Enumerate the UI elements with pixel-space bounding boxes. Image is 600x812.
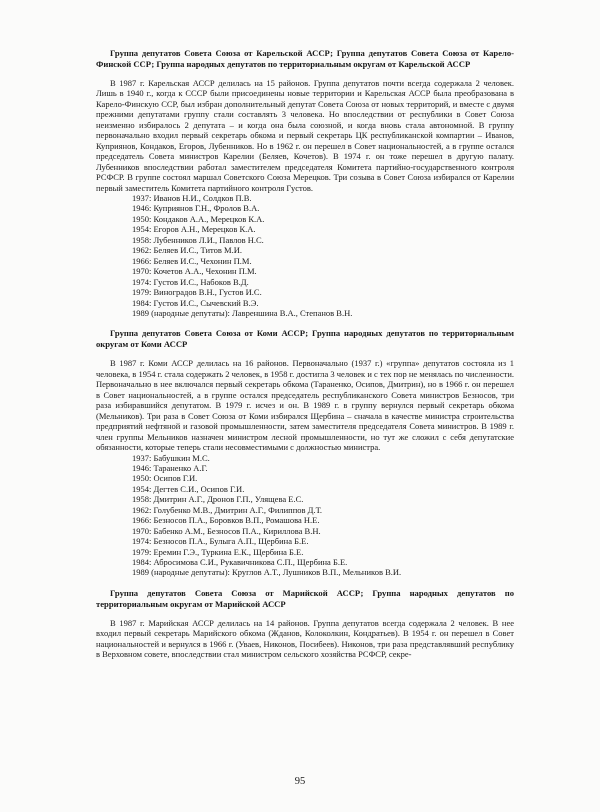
list-item: 1979: Виноградов В.Н., Густов И.С.: [132, 287, 262, 298]
section-komi: [96, 328, 514, 578]
section-mari: [96, 588, 514, 660]
list-item: 1954: Егоров А.Н., Мерецков К.А.: [132, 224, 256, 235]
list-item: 1989 (народные депутаты): Лавреншина В.А., Степанов В.Н.: [132, 307, 353, 318]
list-item: 1946: Куприянов Г.Н., Фролов В.А.: [132, 203, 260, 214]
list-item: 1984: Абросимова С.И., Рукавичникова С.П., Щербина Б.Е.: [132, 557, 348, 568]
section-title: Группа депутатов Совета Союза от Карельской АССР; Группа депутатов Совета Союза от Карело-Финской ССР; Группа народных депутатов по территориальным округам от Карельской АССР: [96, 48, 514, 69]
list-item: 1974: Безносов П.А., Булыга А.П., Щербина Б.Е.: [132, 536, 309, 547]
section-karelia: [96, 48, 514, 318]
page-number: 95: [294, 776, 306, 787]
deputy-list: [96, 193, 514, 318]
list-item: 1970: Кочетов А.А., Чехонин П.М.: [132, 266, 257, 277]
list-item: 1937: Иванов Н.И., Солдков П.В.: [132, 192, 252, 203]
list-item: 1962: Голубенко М.В., Дмитрин А.Г., Филиппов Д.Т.: [132, 504, 323, 515]
list-item: 1954: Дегтев С.И., Осипов Г.И.: [132, 483, 245, 494]
list-item: 1946: Тараненко А.Г.: [132, 462, 208, 473]
page-content: [96, 48, 514, 670]
list-item: 1966: Безносов П.А., Боровков В.П., Ромашова Н.Е.: [132, 515, 320, 526]
list-item: 1958: Лубенников Л.И., Павлов Н.С.: [132, 234, 264, 245]
list-item: 1989 (народные депутаты): Круглов А.Т., Лушников В.П., Мельников В.И.: [132, 567, 402, 578]
section-title: Группа депутатов Совета Союза от Марийской АССР; Группа народных депутатов по территориальным округам от Марийской АССР: [96, 587, 514, 609]
list-item: 1970: Бабенко А.М., Безносов П.А., Кириллова В.Н.: [132, 525, 321, 536]
list-item: 1979: Еремин Г.Э., Туркина Е.К., Щербина Б.Е.: [132, 546, 304, 557]
section-title: Группа депутатов Совета Союза от Коми АССР; Группа народных депутатов по территориальным округам от Коми АССР: [96, 328, 514, 350]
list-item: 1950: Осипов Г.И.: [132, 473, 198, 484]
section-paragraph: В 1987 г. Марийская АССР делилась на 14 районов. Группа депутатов всегда содержала 2 человек. В нее входил первый секретарь Марийского обкома (Жданов, Колоколкин, Кондратьев). В 1954 г. он перешел в Совет национальностей и вернулся в 1966 г. (Уваев, Никонов, Посибеев). Никонов, три раза представлявший республику в Верховном совете, впоследствии стал министром сельского хозяйства РСФСР, секре-: [96, 617, 514, 660]
list-item: 1937: Бабушкин М.С.: [132, 452, 210, 463]
list-item: 1950: Кондаков А.А., Мерецков К.А.: [132, 213, 265, 224]
section-paragraph: В 1987 г. Коми АССР делилась на 16 районов. Первоначально (1937 г.) «группа» депутатов состояла из 1 человека, в 1954 г. стала содержать 2 человек, в 1958 г. достигла 3 человек и с тех пор не менялась по численности. Первоначально в нее включался первый секретарь обкома (Тараненко, Осипов, Дмитрин), но в 1966 г. он перешел в Совет национальностей, а в группе остался председатель республиканского Совета министров Безносов, три раза избиравшийся депутатом. В 1979 г. исчез и он. В 1989 г. в группу вернулся первый секретарь обкома (Мельников). Три раза в Совет Союза от Коми избирался Щербина – сначала в качестве министра строительства предприятий нефтяной и газовой промышленности, затем заместителя председателя Совета министров. В 1989 г. член группы Мельников назначен министром лесной промышленности, но тут же сложил с себя депутатские обязанности, которые теперь стали несовместимыми с должностью министра.: [96, 358, 514, 453]
list-item: 1974: Густов И.С., Набоков В.Д.: [132, 276, 249, 287]
list-item: 1966: Беляев И.С., Чехонин П.М.: [132, 255, 252, 266]
deputy-list: [96, 453, 514, 578]
section-paragraph: В 1987 г. Карельская АССР делилась на 15 районов. Группа депутатов почти всегда содержала 2 человек. Лишь в 1940 г., когда к СССР были присоединены новые территории и Карельская АССР была преобразована в Карело-Финскую ССР, был избран дополнительный депутат Совета Союза от новых территорий, и вместе с двумя прежними депутатами группу стали составлять 3 человека. Но впоследствии от республики в Совет Союза неизменно избиралось 2 депутата – и когда она была союзной, и когда вновь стала автономной. В группу первоначально входил первый секретарь обкома и первый секретарь ЦК республиканской компартии – Иванов, Куприянов, Кондаков, Егоров, Лубенников. Но в 1962 г. он перешел в Совет национальностей, а в группе остался председатель Совета министров Карелии (Беляев, Кочетов). В 1974 г. он тоже перешел в другую палату. Лубенников впоследствии работал заместителем председателя Комитета партийно-государственного контроля РСФСР. В группе состоял маршал Советского Союза Мерецков. Три созыва в Совет Союза избирался от Карелии первый заместитель Комитета партийного контроля Густов.: [96, 78, 514, 193]
list-item: 1984: Густов И.С., Сычевский В.Э.: [132, 297, 259, 308]
list-item: 1962: Беляев И.С., Титов М.И.: [132, 245, 242, 256]
list-item: 1958: Дмитрин А.Г., Дронов Г.П., Улящева Е.С.: [132, 494, 304, 505]
